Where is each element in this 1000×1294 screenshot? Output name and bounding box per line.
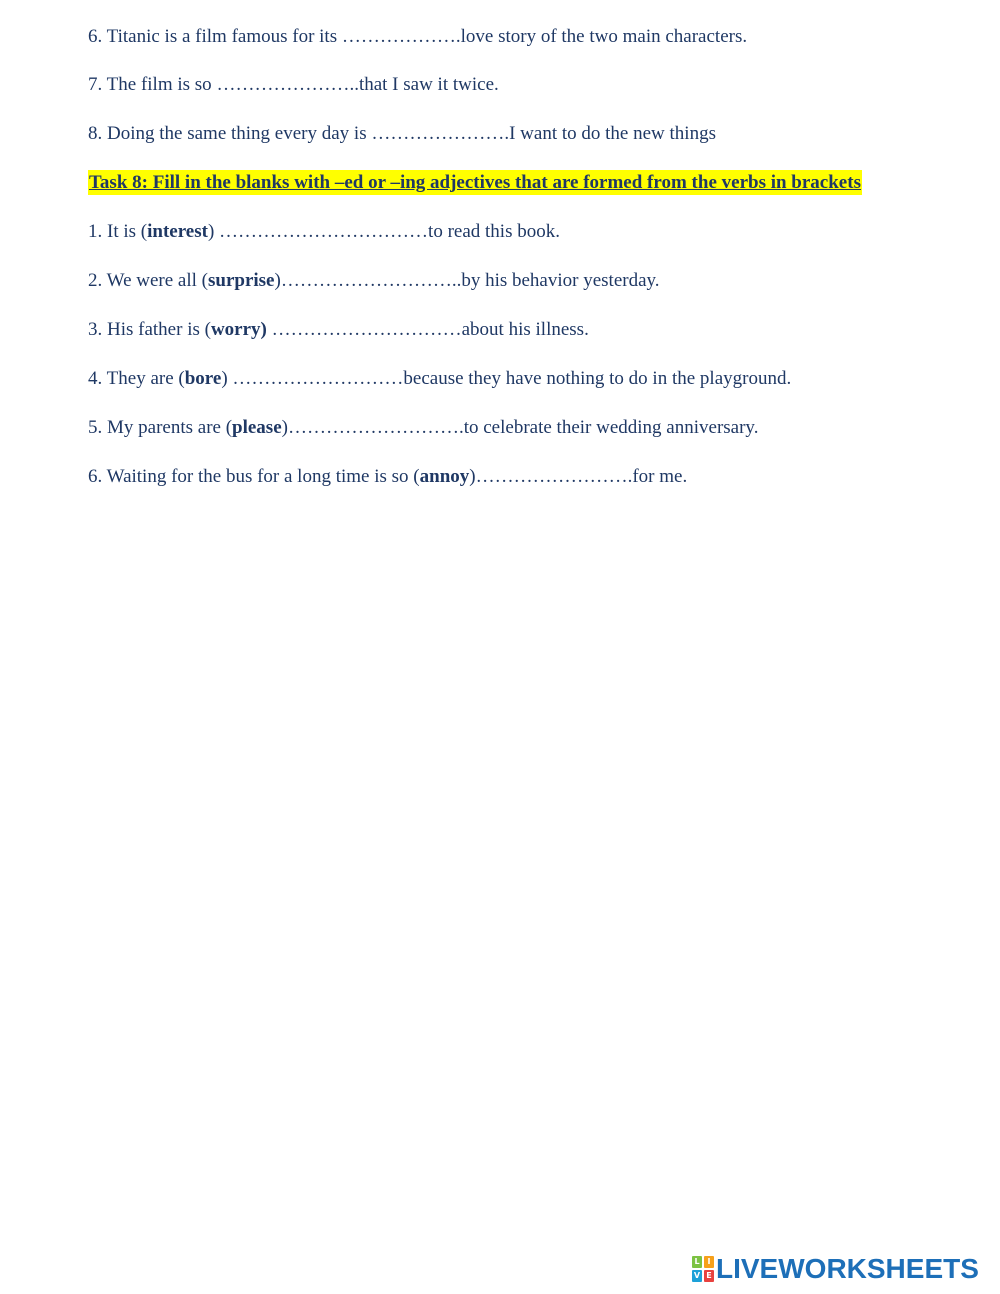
line-text-post: that I saw it twice. [358, 74, 499, 95]
answer-blank[interactable]: ………………………… [271, 319, 462, 340]
exercise-line [88, 73, 499, 97]
line-text-post: about his illness. [461, 319, 589, 340]
exercise-line [88, 465, 687, 489]
answer-blank[interactable]: ………………. [341, 26, 461, 47]
answer-blank[interactable]: …………………. [371, 123, 510, 144]
line-text-post: love story of the two main characters. [460, 26, 748, 47]
verb-in-brackets: bore [184, 368, 222, 389]
line-text-pre: 2. We were all ( [88, 270, 208, 291]
line-text-post: because they have nothing to do in the playground. [403, 368, 792, 389]
answer-blank[interactable]: ………………….. [216, 74, 359, 95]
exercise-line [88, 122, 716, 146]
exercise-line [88, 269, 660, 293]
exercise-line [88, 220, 560, 244]
logo-text: LIVEWORKSHEETS [716, 1253, 979, 1284]
answer-blank[interactable]: ……………………. [475, 466, 633, 487]
line-text-pre: 5. My parents are ( [88, 417, 233, 438]
line-text-post: by his behavior yesterday. [461, 270, 660, 291]
verb-in-brackets: surprise [207, 270, 275, 291]
answer-blank[interactable]: ……………………… [232, 368, 404, 389]
line-text-mid: ) [207, 221, 220, 242]
line-text-pre: 8. Doing the same thing every day is [88, 123, 372, 144]
line-text-pre: 1. It is ( [88, 221, 148, 242]
line-text-post: I want to do the new things [509, 123, 716, 144]
verb-in-brackets: please [232, 417, 282, 438]
line-text-mid: ) [281, 417, 288, 438]
task-heading: Task 8: Fill in the blanks with –ed or –ing adjectives that are formed from the verbs in brackets [89, 172, 861, 193]
verb-in-brackets: interest [147, 221, 208, 242]
line-text-mid: ) [274, 270, 281, 291]
answer-blank[interactable]: ……………………….. [280, 270, 462, 291]
exercise-line [88, 416, 758, 440]
answer-blank[interactable]: ………………………. [287, 417, 464, 438]
verb-in-brackets: annoy [419, 466, 470, 487]
line-text-pre: 3. His father is ( [88, 319, 211, 340]
exercise-line [88, 367, 791, 391]
logo-mark-letter: V [693, 1271, 701, 1280]
logo-mark-letter: I [704, 1256, 714, 1268]
logo-mark-letter: E [704, 1270, 714, 1282]
logo-mark-letter: L [692, 1256, 702, 1268]
line-text-post: to read this book. [428, 221, 560, 242]
line-text-mid: ) [221, 368, 233, 389]
exercise-line [88, 25, 747, 49]
exercise-line [88, 318, 589, 342]
logo-mark-icon [692, 1256, 714, 1282]
answer-blank[interactable]: …………………………… [219, 221, 429, 242]
verb-in-brackets: worry) [210, 319, 267, 340]
liveworksheets-logo [692, 1254, 979, 1284]
line-text-pre: 7. The film is so [88, 74, 217, 95]
line-text-pre: 6. Titanic is a film famous for its [88, 26, 342, 47]
line-text-post: to celebrate their wedding anniversary. [463, 417, 759, 438]
line-text-post: for me. [632, 466, 688, 487]
line-text-pre: 6. Waiting for the bus for a long time is so ( [88, 466, 420, 487]
line-text-mid: ) [469, 466, 476, 487]
line-text-pre: 4. They are ( [88, 368, 185, 389]
